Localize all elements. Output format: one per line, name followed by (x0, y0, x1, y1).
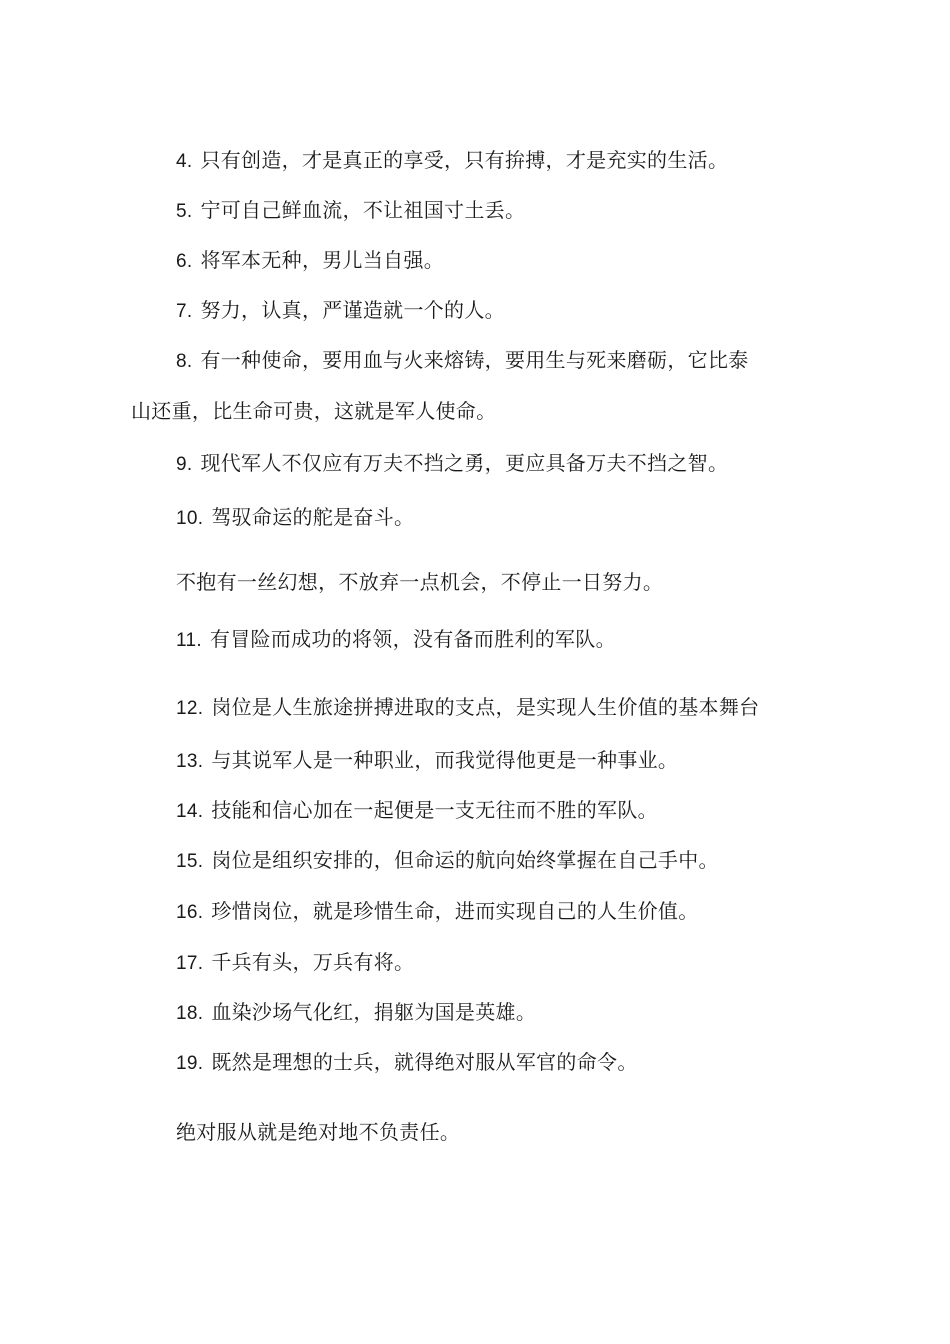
item-number: 14. (176, 801, 204, 822)
list-item (176, 897, 699, 927)
item-number: 6. (176, 251, 193, 272)
list-item (176, 796, 658, 826)
list-item (176, 625, 616, 655)
item-text: 宁可自己鲜血流，不让祖国寸土丢。 (200, 198, 526, 222)
item-text: 技能和信心加在一起便是一支无往而不胜的军队。 (211, 798, 658, 822)
list-item (176, 503, 414, 533)
item-number: 4. (176, 151, 193, 172)
item-number: 7. (176, 301, 193, 322)
item-number: 19. (176, 1053, 204, 1074)
item-number: 11. (176, 630, 202, 651)
list-item (176, 196, 525, 226)
item-text: 只有创造，才是真正的享受，只有拚搏，才是充实的生活。 (200, 148, 729, 172)
list-item (176, 948, 414, 978)
item-number: 17. (176, 953, 204, 974)
item-text-continuation: 山还重，比生命可贵，这就是军人使命。 (131, 399, 497, 423)
item-number: 13. (176, 751, 204, 772)
list-item (176, 296, 505, 326)
list-item (176, 693, 759, 723)
item-number: 5. (176, 201, 193, 222)
list-item-continuation (131, 397, 496, 425)
item-text: 既然是理想的士兵，就得绝对服从军官的命令。 (211, 1050, 638, 1074)
list-item (176, 1048, 638, 1078)
item-text: 珍惜岗位，就是珍惜生命，进而实现自己的人生价值。 (211, 899, 699, 923)
list-item (176, 846, 719, 876)
list-item (176, 746, 678, 776)
item-number: 15. (176, 851, 204, 872)
list-item (176, 146, 728, 176)
item-text: 岗位是组织安排的，但命运的航向始终掌握在自己手中。 (211, 848, 719, 872)
list-item (176, 449, 728, 479)
item-text: 绝对服从就是绝对地不负责任。 (176, 1120, 461, 1144)
item-number: 9. (176, 454, 193, 475)
item-text: 不抱有一丝幻想，不放弃一点机会，不停止一日努力。 (176, 570, 664, 594)
list-item (176, 346, 749, 376)
paragraph (176, 568, 663, 596)
item-text: 千兵有头，万兵有将。 (211, 950, 415, 974)
item-number: 10. (176, 508, 204, 529)
list-item (176, 246, 444, 276)
item-text: 驾驭命运的舵是奋斗。 (211, 505, 415, 529)
item-number: 8. (176, 351, 193, 372)
item-text: 血染沙场气化红，捐躯为国是英雄。 (211, 1000, 537, 1024)
paragraph (176, 1118, 460, 1146)
item-text: 有一种使命，要用血与火来熔铸，要用生与死来磨砺，它比泰 (200, 348, 749, 372)
item-text: 岗位是人生旅途拼搏进取的支点，是实现人生价值的基本舞台 (211, 695, 760, 719)
item-text: 有冒险而成功的将领，没有备而胜利的军队。 (209, 627, 616, 651)
item-text: 将军本无种，男儿当自强。 (200, 248, 445, 272)
item-number: 16. (176, 902, 204, 923)
item-text: 努力，认真，严谨造就一个的人。 (200, 298, 505, 322)
list-item (176, 998, 536, 1028)
item-number: 12. (176, 698, 204, 719)
item-text: 现代军人不仅应有万夫不挡之勇，更应具备万夫不挡之智。 (200, 451, 729, 475)
item-text: 与其说军人是一种职业，而我觉得他更是一种事业。 (211, 748, 679, 772)
item-number: 18. (176, 1003, 204, 1024)
